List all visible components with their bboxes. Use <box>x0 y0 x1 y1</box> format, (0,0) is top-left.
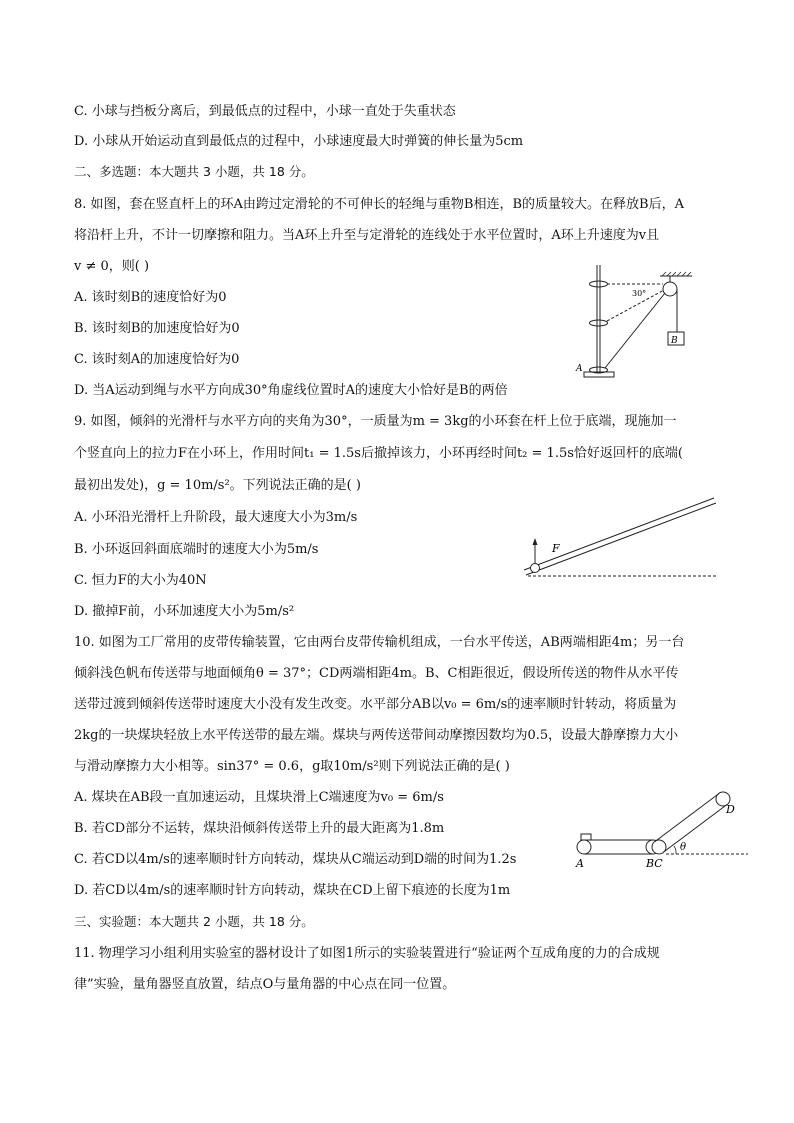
ceiling-hatch <box>662 272 691 276</box>
inclined-rod <box>524 498 714 570</box>
q10-stem-line-1: 10. 如图为工厂常用的皮带传输装置，它由两台皮带传输机组成，一台水平传送，AB两端相距4m；另一台 <box>74 635 685 650</box>
q11-stem-line-2: 律”实验，量角器竖直放置，结点O与量角器的中心点在同一位置。 <box>74 977 456 992</box>
ring-middle <box>590 320 608 326</box>
label-a: A <box>576 364 583 374</box>
label-b: B <box>671 336 678 346</box>
q10-option-c: C. 若CD以4m/s的速率顺时针方向转动，煤块从C端运动到D端的时间为1.2s <box>74 852 517 867</box>
roller-a <box>577 840 591 854</box>
angle-arc <box>674 846 676 854</box>
q10-stem-line-2: 倾斜浅色帆布传送带与地面倾角θ = 37°；CD两端相距4m。B、C相距很近，假设所传送的物件从水平传 <box>74 666 679 681</box>
coal-block <box>581 834 591 840</box>
label-bc: BC <box>646 857 663 870</box>
q8-option-d: D. 当A运动到绳与水平方向成30°角虚线位置时A的速度大小恰好是B的两倍 <box>74 383 508 398</box>
section-title-experiments: 三、实验题：本大题共 2 小题，共 18 分。 <box>74 914 314 929</box>
q8-pulley-figure <box>570 262 710 387</box>
label-d: D <box>726 803 735 816</box>
q7-option-d: D. 小球从开始运动直到最低点的过程中，小球速度最大时弹簧的伸长量为5cm <box>74 134 524 149</box>
q9-incline-figure <box>518 490 723 585</box>
label-a: A <box>576 857 584 870</box>
angle-label: 30° <box>632 289 647 298</box>
ring-top <box>590 281 608 287</box>
q8-stem-line-2: 将沿杆上升，不计一切摩擦和阻力。当A环上升至与定滑轮的连线处于水平位置时，A环上升速度为v且 <box>74 228 660 243</box>
small-ring <box>531 564 540 573</box>
q8-option-b: B. 该时刻B的加速度恰好为0 <box>74 321 240 336</box>
q9-stem-line-1: 9. 如图，倾斜的光滑杆与水平方向的夹角为30°，一质量为m = 3kg的小环套在杆上位于底端，现施加一 <box>74 414 677 429</box>
q8-option-a: A. 该时刻B的速度恰好为0 <box>74 290 227 305</box>
label-f: F <box>552 542 560 555</box>
q10-conveyor-figure <box>566 785 751 875</box>
q9-option-c: C. 恒力F的大小为40N <box>74 573 207 588</box>
section-title-multiple-choice: 二、多选题：本大题共 3 小题，共 18 分。 <box>74 164 314 179</box>
rope <box>605 293 665 368</box>
q10-option-a: A. 煤块在AB段一直加速运动，且煤块滑上C端速度为v₀ = 6m/s <box>74 790 444 805</box>
q7-option-c: C. 小球与挡板分离后，到最低点的过程中，小球一直处于失重状态 <box>74 104 456 119</box>
q10-stem-line-4: 2kg的一块煤块轻放上水平传送带的最左端。煤块与两传送带间动摩擦因数均为0.5，设最大静摩擦力大小 <box>74 728 679 743</box>
q8-stem-line-1: 8. 如图，套在竖直杆上的环A由跨过定滑轮的不可伸长的轻绳与重物B相连，B的质量较大。在释放B后，A <box>74 197 684 212</box>
q10-stem-line-5: 与滑动摩擦力大小相等。sin37° = 0.6，g取10m/s²则下列说法正确的是( ) <box>74 759 510 774</box>
q10-option-d: D. 若CD以4m/s的速率顺时针方向转动，煤块在CD上留下痕迹的长度为1m <box>74 883 511 898</box>
q9-stem-line-3: 最初出发处)，g = 10m/s²。下列说法正确的是( ) <box>74 478 361 493</box>
q9-option-b: B. 小环返回斜面底端时的速度大小为5m/s <box>74 542 319 557</box>
q10-option-b: B. 若CD部分不运转，煤块沿倾斜传送带上升的最大距离为1.8m <box>74 821 445 836</box>
q8-option-c: C. 该时刻A的加速度恰好为0 <box>74 352 240 367</box>
q9-option-d: D. 撤掉F前，小环加速度大小为5m/s² <box>74 604 295 619</box>
q11-stem-line-1: 11. 物理学习小组利用实验室的器材设计了如图1所示的实验装置进行“验证两个互成角度的力的合成规 <box>74 946 660 961</box>
q9-stem-line-2: 个竖直向上的拉力F在小环上，作用时间t₁ = 1.5s后撤掉该力，小环再经时间t₂ = 1.5s恰好返回杆的底端( <box>74 446 683 461</box>
pulley <box>663 282 677 296</box>
q10-stem-line-3: 送带过渡到倾斜传送带时速度大小没有发生改变。水平部分AB以v₀ = 6m/s的速率顺时针转动，将质量为 <box>74 697 677 712</box>
label-theta: θ <box>680 842 687 853</box>
q8-stem-line-3: v ≠ 0，则( ) <box>74 259 150 274</box>
q9-option-a: A. 小环沿光滑杆上升阶段，最大速度大小为3m/s <box>74 510 358 525</box>
